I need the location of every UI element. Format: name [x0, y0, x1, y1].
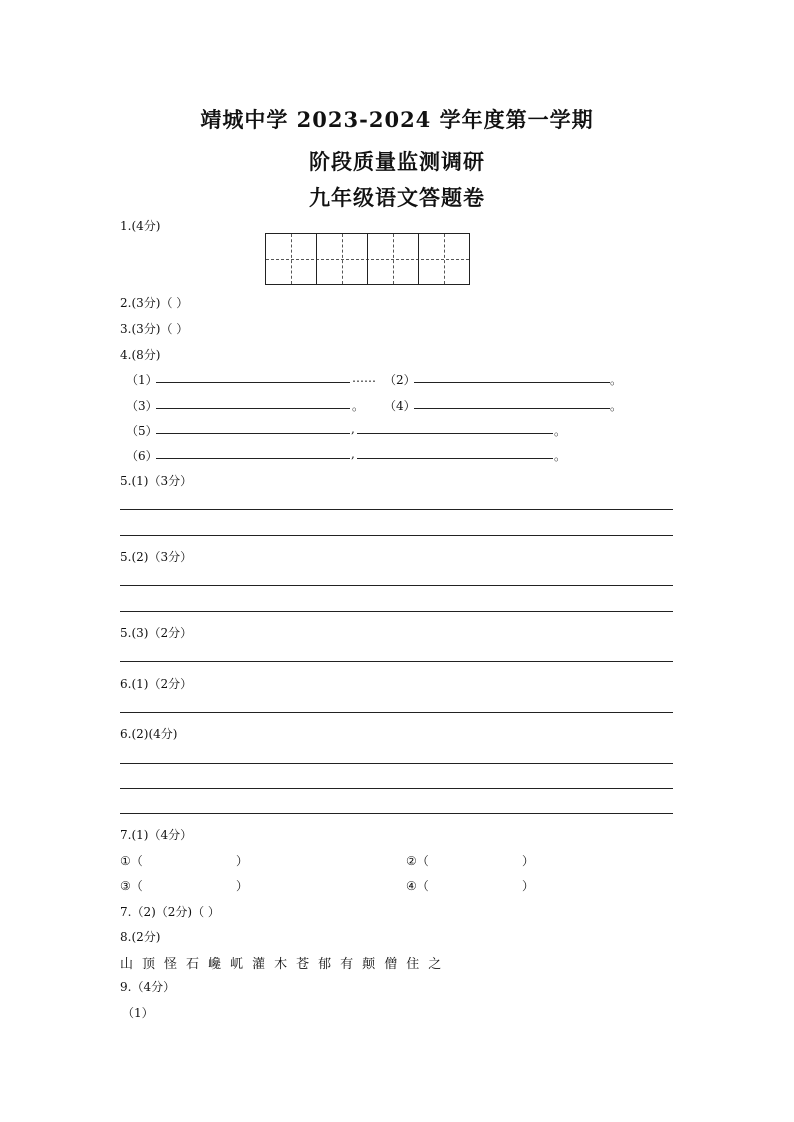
answer-line[interactable]: [120, 661, 673, 662]
q9-label: 9.（4分）: [120, 980, 176, 994]
grid-dash-v: [342, 234, 343, 284]
q5-1-label: 5.(1)（3分）: [120, 474, 193, 488]
q4-blank-2[interactable]: [414, 382, 610, 383]
q4-n4: （4）: [384, 399, 416, 413]
q8-label: 8.(2分): [120, 930, 161, 944]
q8-sentence[interactable]: [120, 953, 450, 972]
q3-label: 3.(3分)（ ）: [120, 322, 189, 336]
q1-label: 1.(4分): [120, 219, 161, 233]
q8-char[interactable]: 苍: [296, 957, 310, 972]
q8-char[interactable]: 住: [406, 957, 420, 972]
q6-1-label: 6.(1)（2分）: [120, 677, 193, 691]
q4-blank-6b[interactable]: [357, 458, 553, 459]
q8-char[interactable]: 之: [428, 957, 442, 972]
q4-n3: （3）: [126, 399, 158, 413]
grid-line-v: [418, 234, 419, 284]
q9-1-label: （1）: [122, 1006, 154, 1020]
grid-dash-v: [444, 234, 445, 284]
q7-2-label: 7.（2)（2分)（ ）: [120, 905, 220, 919]
q4-comma: ,: [351, 422, 355, 436]
q4-blank-5a[interactable]: [156, 433, 350, 434]
answer-line[interactable]: [120, 535, 673, 536]
answer-line[interactable]: [120, 763, 673, 764]
q7-option-4-close: ）: [522, 879, 535, 893]
answer-line[interactable]: [120, 788, 673, 789]
q7-option-2-close: ）: [522, 854, 535, 868]
q6-2-label: 6.(2)(4分): [120, 727, 178, 741]
q4-blank-5b[interactable]: [357, 433, 553, 434]
answer-line[interactable]: [120, 509, 673, 510]
q8-char[interactable]: 怪: [164, 957, 178, 972]
q8-char[interactable]: 顶: [142, 957, 156, 972]
grid-dash-v: [393, 234, 394, 284]
q7-1-label: 7.(1)（4分）: [120, 828, 193, 842]
q7-option-3-open: ③（: [120, 879, 143, 893]
answer-line[interactable]: [120, 712, 673, 713]
q5-2-label: 5.(2)（3分）: [120, 550, 193, 564]
q8-char[interactable]: 灌: [252, 957, 266, 972]
q4-period: 。: [554, 424, 567, 438]
grid-line-v: [367, 234, 368, 284]
q8-char[interactable]: 郁: [318, 957, 332, 972]
grid-line-v: [316, 234, 317, 284]
q8-char[interactable]: 木: [274, 957, 288, 972]
q7-option-1-open: ①（: [120, 854, 143, 868]
answer-line[interactable]: [120, 813, 673, 814]
q8-char[interactable]: 屼: [230, 957, 244, 972]
q5-3-label: 5.(3)（2分）: [120, 626, 193, 640]
q4-period: 。: [352, 399, 365, 413]
q4-label: 4.(8分): [120, 348, 161, 362]
answer-line[interactable]: [120, 611, 673, 612]
grid-dash-v: [291, 234, 292, 284]
q4-blank-3[interactable]: [156, 408, 350, 409]
q4-blank-6a[interactable]: [156, 458, 350, 459]
q8-char[interactable]: 巉: [208, 957, 222, 972]
q4-blank-1[interactable]: [156, 382, 350, 383]
q7-option-2-open: ②（: [406, 854, 429, 868]
q7-option-1-close: ）: [236, 854, 249, 868]
q4-n5: （5）: [126, 424, 158, 438]
q4-comma: ,: [351, 447, 355, 461]
q7-option-4-open: ④（: [406, 879, 429, 893]
q8-char[interactable]: 僧: [384, 957, 398, 972]
header-line-2: 阶段质量监测调研: [309, 149, 485, 174]
q7-option-3-close: ）: [236, 879, 249, 893]
q4-period: 。: [554, 449, 567, 463]
q8-char[interactable]: 石: [186, 957, 200, 972]
q8-char[interactable]: 颠: [362, 957, 376, 972]
answer-line[interactable]: [120, 585, 673, 586]
q2-label: 2.(3分)（ ）: [120, 296, 189, 310]
q8-char[interactable]: 山: [120, 957, 134, 972]
writing-grid[interactable]: [265, 233, 470, 285]
q4-period: 。: [610, 399, 623, 413]
q4-n1: （1）: [126, 373, 158, 387]
q4-sep: ……: [352, 371, 376, 385]
header-line-1: 靖城中学 2023-2024 学年度第一学期: [200, 107, 594, 132]
q4-period: 。: [610, 373, 623, 387]
q4-n6: （6）: [126, 449, 158, 463]
header-line-3: 九年级语文答题卷: [309, 185, 485, 210]
q4-n2: （2）: [384, 373, 416, 387]
q8-char[interactable]: 有: [340, 957, 354, 972]
q4-blank-4[interactable]: [414, 408, 610, 409]
